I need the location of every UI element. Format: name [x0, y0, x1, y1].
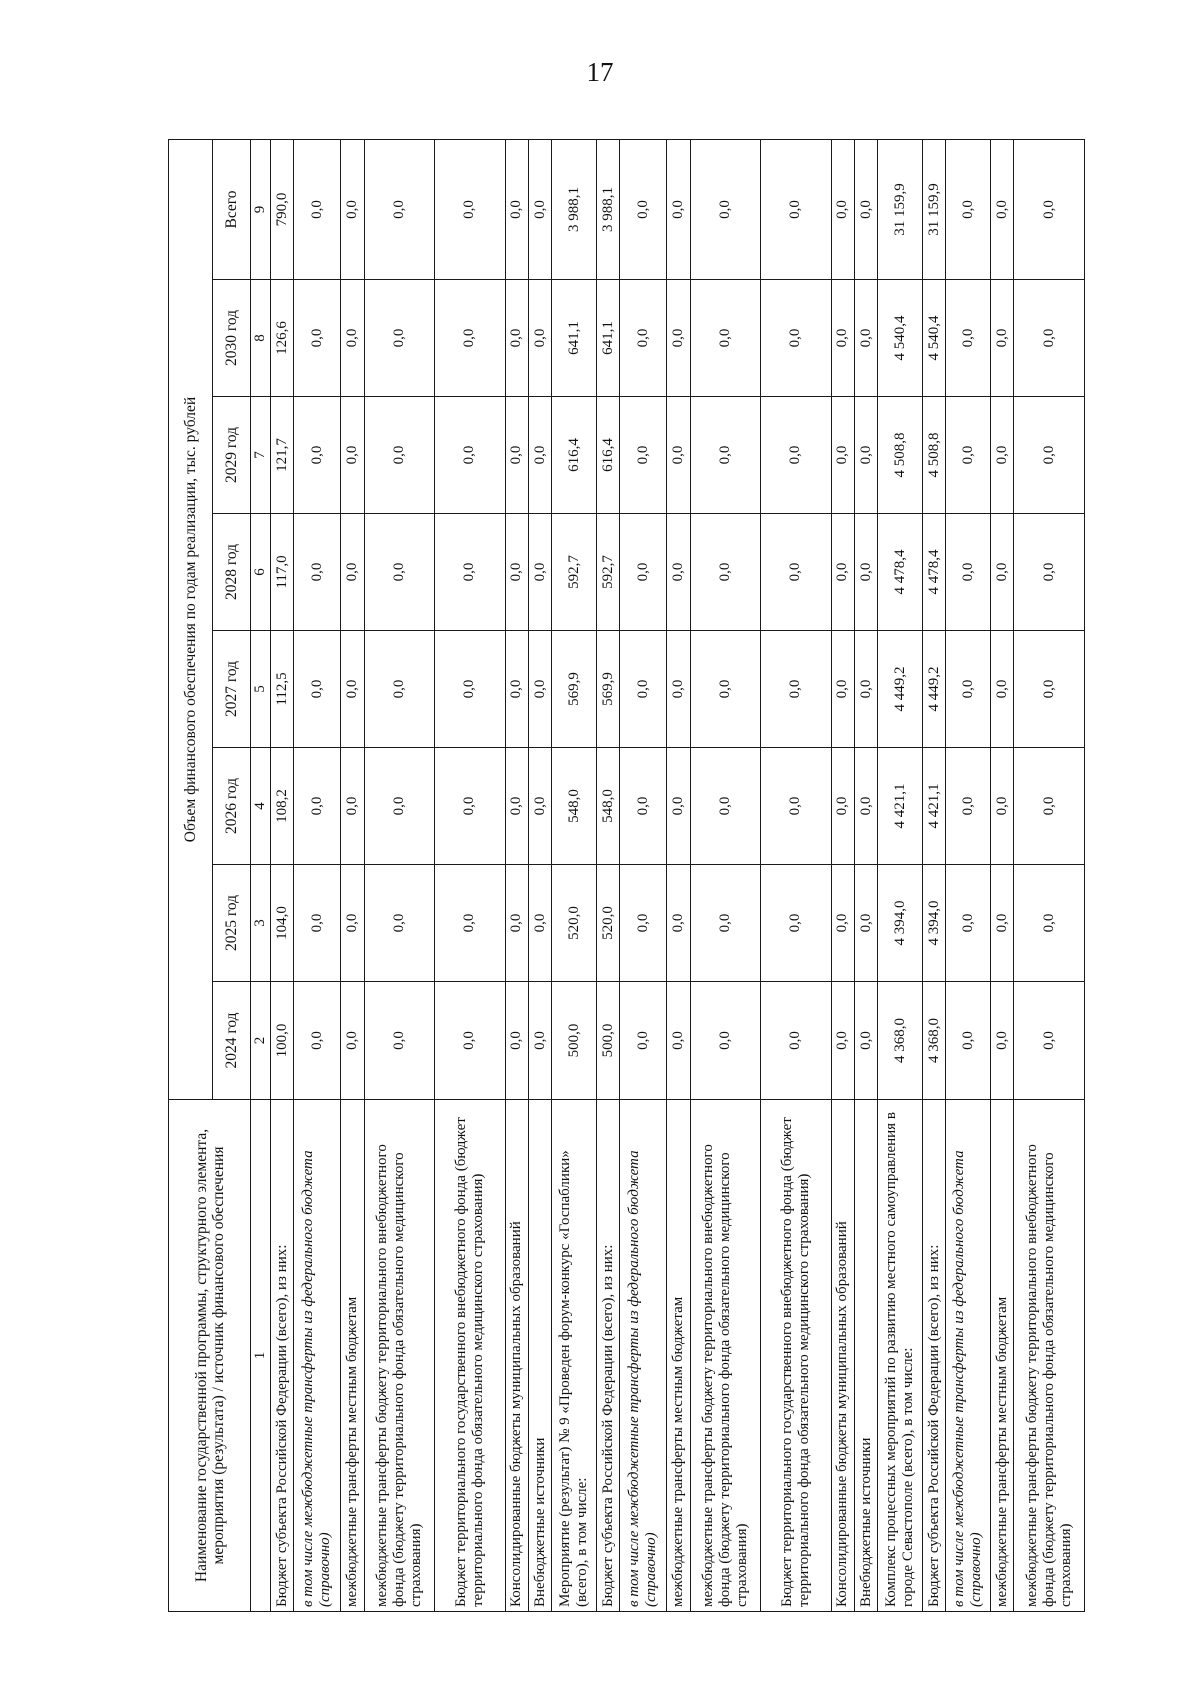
value-cell: 0,0	[294, 631, 341, 748]
value-cell: 126,6	[271, 280, 294, 397]
value-cell: 0,0	[761, 748, 831, 865]
value-cell: 100,0	[271, 982, 294, 1100]
value-cell: 0,0	[505, 982, 528, 1100]
value-cell: 0,0	[620, 865, 667, 982]
table-row	[923, 140, 946, 1612]
value-cell: 0,0	[528, 982, 551, 1100]
total-cell: 3 988,1	[552, 140, 597, 280]
value-cell: 4 368,0	[878, 982, 923, 1100]
index-cell: 1	[251, 1100, 271, 1612]
value-cell: 0,0	[528, 514, 551, 631]
table-row	[690, 140, 760, 1612]
value-cell: 641,1	[597, 280, 620, 397]
value-cell: 0,0	[690, 280, 760, 397]
value-cell: 112,5	[271, 631, 294, 748]
value-cell: 4 540,4	[923, 280, 946, 397]
value-cell: 0,0	[364, 514, 434, 631]
value-cell: 0,0	[620, 514, 667, 631]
total-cell: 0,0	[528, 140, 551, 280]
value-cell: 0,0	[831, 865, 854, 982]
value-cell: 0,0	[690, 397, 760, 514]
row-label-text: межбюджетные трансферты местным бюджетам	[670, 1296, 687, 1607]
total-cell: 0,0	[831, 140, 854, 280]
index-cell: 9	[251, 140, 271, 280]
table-row	[552, 140, 597, 1612]
value-cell: 4 421,1	[923, 748, 946, 865]
value-cell: 0,0	[528, 748, 551, 865]
value-cell: 0,0	[620, 631, 667, 748]
total-cell: 0,0	[991, 140, 1014, 280]
value-cell: 500,0	[597, 982, 620, 1100]
value-cell: 0,0	[435, 982, 505, 1100]
table-row	[761, 140, 831, 1612]
table-row	[341, 140, 364, 1612]
value-cell: 0,0	[831, 748, 854, 865]
year-header: 2026 год	[213, 748, 251, 865]
row-label	[878, 1100, 923, 1612]
value-cell: 0,0	[946, 982, 991, 1100]
value-cell: 0,0	[1014, 748, 1085, 865]
year-header: 2027 год	[213, 631, 251, 748]
value-cell: 0,0	[761, 280, 831, 397]
table-row	[667, 140, 690, 1612]
value-cell: 0,0	[991, 397, 1014, 514]
value-cell: 569,9	[552, 631, 597, 748]
value-cell: 0,0	[364, 748, 434, 865]
row-label	[528, 1100, 551, 1612]
row-label	[667, 1100, 690, 1612]
value-cell: 4 421,1	[878, 748, 923, 865]
row-label	[552, 1100, 597, 1612]
total-cell: 0,0	[690, 140, 760, 280]
total-cell: 0,0	[620, 140, 667, 280]
index-cell: 8	[251, 280, 271, 397]
value-cell: 0,0	[854, 982, 877, 1100]
group-title-header: Объем финансового обеспечения по годам реализации, тыс. рублей	[169, 140, 213, 1100]
table-row	[364, 140, 434, 1612]
name-column-header: Наименование государственной программы, структурного элемента, мероприятия (результата) / источник финансового обеспечения	[169, 1100, 251, 1612]
value-cell: 0,0	[294, 748, 341, 865]
value-cell: 0,0	[435, 280, 505, 397]
value-cell: 0,0	[341, 865, 364, 982]
total-header: Всего	[213, 140, 251, 280]
value-cell: 0,0	[690, 631, 760, 748]
value-cell: 0,0	[620, 397, 667, 514]
year-header: 2028 год	[213, 514, 251, 631]
value-cell: 0,0	[991, 280, 1014, 397]
row-label	[364, 1100, 434, 1612]
value-cell: 0,0	[1014, 514, 1085, 631]
value-cell: 0,0	[667, 748, 690, 865]
value-cell: 0,0	[620, 982, 667, 1100]
table-row	[831, 140, 854, 1612]
value-cell: 0,0	[690, 748, 760, 865]
value-cell: 0,0	[690, 982, 760, 1100]
value-cell: 0,0	[341, 748, 364, 865]
total-cell: 0,0	[761, 140, 831, 280]
index-cell: 6	[251, 514, 271, 631]
row-label-text: Бюджет субъекта Российской Федерации (всего), из них:	[273, 1244, 290, 1607]
value-cell: 0,0	[294, 865, 341, 982]
value-cell: 592,7	[597, 514, 620, 631]
total-cell: 31 159,9	[923, 140, 946, 280]
row-label-text: Комплекс процессных мероприятий по развитию местного самоуправления в городе Севастополе (всего), в том числе:	[883, 1112, 917, 1607]
value-cell: 0,0	[505, 397, 528, 514]
header-row-1	[169, 140, 213, 1612]
value-cell: 569,9	[597, 631, 620, 748]
value-cell: 4 394,0	[878, 865, 923, 982]
value-cell: 0,0	[946, 748, 991, 865]
value-cell: 0,0	[364, 280, 434, 397]
value-cell: 121,7	[271, 397, 294, 514]
table-row	[620, 140, 667, 1612]
value-cell: 0,0	[1014, 397, 1085, 514]
row-label	[271, 1100, 294, 1612]
row-label-text: межбюджетные трансферты бюджету территориального внебюджетного фонда (бюджету территориального фонда обязательного медицинского страхования)	[373, 1144, 424, 1607]
value-cell: 592,7	[552, 514, 597, 631]
table-body	[271, 140, 1085, 1612]
value-cell: 0,0	[667, 865, 690, 982]
value-cell: 0,0	[667, 631, 690, 748]
row-label	[1014, 1100, 1085, 1612]
value-cell: 0,0	[854, 514, 877, 631]
value-cell: 4 449,2	[923, 631, 946, 748]
value-cell: 548,0	[597, 748, 620, 865]
value-cell: 0,0	[991, 631, 1014, 748]
row-label-text: межбюджетные трансферты бюджету территориального внебюджетного фонда (бюджету территориального фонда обязательного медицинского страхования)	[699, 1144, 750, 1607]
value-cell: 0,0	[505, 631, 528, 748]
index-cell: 3	[251, 865, 271, 982]
value-cell: 0,0	[294, 982, 341, 1100]
value-cell: 500,0	[552, 982, 597, 1100]
value-cell: 0,0	[528, 631, 551, 748]
index-row	[251, 140, 271, 1612]
value-cell: 4 394,0	[923, 865, 946, 982]
row-label-text: Внебюджетные источники	[857, 1437, 874, 1607]
total-cell: 0,0	[505, 140, 528, 280]
year-header: 2024 год	[213, 982, 251, 1100]
value-cell: 0,0	[505, 865, 528, 982]
index-cell: 4	[251, 748, 271, 865]
row-label-text: межбюджетные трансферты местным бюджетам	[344, 1296, 361, 1607]
value-cell: 0,0	[690, 865, 760, 982]
table-row	[505, 140, 528, 1612]
value-cell: 0,0	[1014, 982, 1085, 1100]
value-cell: 0,0	[364, 982, 434, 1100]
value-cell: 0,0	[364, 397, 434, 514]
value-cell: 0,0	[505, 748, 528, 865]
value-cell: 4 478,4	[923, 514, 946, 631]
row-label	[294, 1100, 341, 1612]
row-label-text: Внебюджетные источники	[531, 1437, 548, 1607]
value-cell: 0,0	[761, 865, 831, 982]
value-cell: 4 478,4	[878, 514, 923, 631]
index-cell: 2	[251, 982, 271, 1100]
row-label-text: межбюджетные трансферты местным бюджетам	[993, 1296, 1010, 1607]
value-cell: 0,0	[761, 514, 831, 631]
row-label	[854, 1100, 877, 1612]
row-label	[505, 1100, 528, 1612]
row-label	[946, 1100, 991, 1612]
value-cell: 4 368,0	[923, 982, 946, 1100]
value-cell: 4 540,4	[878, 280, 923, 397]
value-cell: 520,0	[597, 865, 620, 982]
row-label	[761, 1100, 831, 1612]
row-label	[620, 1100, 667, 1612]
value-cell: 641,1	[552, 280, 597, 397]
table-row	[991, 140, 1014, 1612]
row-label	[597, 1100, 620, 1612]
value-cell: 520,0	[552, 865, 597, 982]
row-label-text: в том числе межбюджетные трансферты из федерального бюджета (справочно)	[300, 1150, 334, 1607]
row-label-text: Консолидированные бюджеты муниципальных образований	[834, 1221, 851, 1607]
row-label-text: в том числе межбюджетные трансферты из федерального бюджета (справочно)	[626, 1150, 660, 1607]
value-cell: 0,0	[341, 397, 364, 514]
value-cell: 0,0	[667, 514, 690, 631]
value-cell: 0,0	[1014, 280, 1085, 397]
value-cell: 0,0	[831, 982, 854, 1100]
year-header: 2030 год	[213, 280, 251, 397]
value-cell: 0,0	[620, 280, 667, 397]
value-cell: 0,0	[854, 748, 877, 865]
value-cell: 4 508,8	[923, 397, 946, 514]
value-cell: 0,0	[528, 397, 551, 514]
value-cell: 0,0	[435, 865, 505, 982]
value-cell: 0,0	[854, 865, 877, 982]
value-cell: 0,0	[991, 982, 1014, 1100]
value-cell: 0,0	[435, 397, 505, 514]
value-cell: 0,0	[991, 748, 1014, 865]
value-cell: 4 449,2	[878, 631, 923, 748]
value-cell: 0,0	[667, 982, 690, 1100]
value-cell: 0,0	[435, 631, 505, 748]
table-row	[878, 140, 923, 1612]
value-cell: 108,2	[271, 748, 294, 865]
value-cell: 0,0	[946, 514, 991, 631]
value-cell: 0,0	[364, 631, 434, 748]
total-cell: 0,0	[667, 140, 690, 280]
value-cell: 4 508,8	[878, 397, 923, 514]
row-label-text: Бюджет субъекта Российской Федерации (всего), из них:	[599, 1244, 616, 1607]
row-label-text: Бюджет субъекта Российской Федерации (всего), из них:	[925, 1244, 942, 1607]
table-row	[271, 140, 294, 1612]
value-cell: 0,0	[690, 514, 760, 631]
total-cell: 0,0	[294, 140, 341, 280]
row-label-text: Мероприятие (результат) № 9 «Проведен форум-конкурс «Госпаблики» (всего), в том числе:	[557, 1150, 591, 1607]
page-number: 17	[586, 57, 614, 87]
table-row	[946, 140, 991, 1612]
index-cell: 7	[251, 397, 271, 514]
value-cell: 616,4	[552, 397, 597, 514]
value-cell: 0,0	[294, 514, 341, 631]
value-cell: 0,0	[341, 631, 364, 748]
total-cell: 0,0	[435, 140, 505, 280]
total-cell: 3 988,1	[597, 140, 620, 280]
value-cell: 0,0	[831, 397, 854, 514]
value-cell: 0,0	[435, 514, 505, 631]
value-cell: 0,0	[528, 280, 551, 397]
value-cell: 0,0	[667, 280, 690, 397]
value-cell: 0,0	[341, 982, 364, 1100]
year-header: 2025 год	[213, 865, 251, 982]
value-cell: 0,0	[364, 865, 434, 982]
value-cell: 0,0	[854, 397, 877, 514]
total-cell: 31 159,9	[878, 140, 923, 280]
table-row	[1014, 140, 1085, 1612]
table-row	[435, 140, 505, 1612]
row-label	[341, 1100, 364, 1612]
table-row	[597, 140, 620, 1612]
row-label-text: Консолидированные бюджеты муниципальных образований	[508, 1221, 525, 1607]
value-cell: 0,0	[505, 514, 528, 631]
value-cell: 0,0	[1014, 865, 1085, 982]
table-row	[854, 140, 877, 1612]
value-cell: 104,0	[271, 865, 294, 982]
value-cell: 0,0	[854, 280, 877, 397]
value-cell: 0,0	[620, 748, 667, 865]
year-header: 2029 год	[213, 397, 251, 514]
total-cell: 0,0	[854, 140, 877, 280]
value-cell: 0,0	[831, 280, 854, 397]
index-cell: 5	[251, 631, 271, 748]
value-cell: 0,0	[341, 514, 364, 631]
value-cell: 0,0	[341, 280, 364, 397]
total-cell: 0,0	[1014, 140, 1085, 280]
value-cell: 0,0	[294, 397, 341, 514]
rotated-table-container	[168, 140, 1085, 1612]
value-cell: 117,0	[271, 514, 294, 631]
value-cell: 0,0	[946, 280, 991, 397]
value-cell: 0,0	[435, 748, 505, 865]
value-cell: 0,0	[946, 397, 991, 514]
value-cell: 0,0	[831, 631, 854, 748]
value-cell: 0,0	[946, 631, 991, 748]
row-label-text: Бюджет территориального государственного внебюджетного фонда (бюджет территориального фонда обязательного медицинского страхования)	[452, 1117, 486, 1607]
row-label-text: Бюджет территориального государственного внебюджетного фонда (бюджет территориального фонда обязательного медицинского страхования)	[778, 1117, 812, 1607]
value-cell: 0,0	[761, 982, 831, 1100]
value-cell: 0,0	[854, 631, 877, 748]
value-cell: 0,0	[831, 514, 854, 631]
value-cell: 0,0	[528, 865, 551, 982]
value-cell: 0,0	[946, 865, 991, 982]
value-cell: 0,0	[294, 280, 341, 397]
row-label	[435, 1100, 505, 1612]
row-label	[831, 1100, 854, 1612]
value-cell: 0,0	[991, 514, 1014, 631]
financing-table	[168, 139, 1085, 1612]
table-row	[294, 140, 341, 1612]
total-cell: 0,0	[341, 140, 364, 280]
value-cell: 0,0	[505, 280, 528, 397]
table-row	[528, 140, 551, 1612]
value-cell: 0,0	[761, 397, 831, 514]
value-cell: 616,4	[597, 397, 620, 514]
value-cell: 0,0	[991, 865, 1014, 982]
row-label-text: межбюджетные трансферты бюджету территориального внебюджетного фонда (бюджету территориального фонда обязательного медицинского страхования)	[1023, 1144, 1074, 1607]
row-label	[923, 1100, 946, 1612]
total-cell: 0,0	[946, 140, 991, 280]
value-cell: 0,0	[1014, 631, 1085, 748]
total-cell: 790,0	[271, 140, 294, 280]
total-cell: 0,0	[364, 140, 434, 280]
row-label-text: в том числе межбюджетные трансферты из федерального бюджета (справочно)	[951, 1150, 985, 1607]
value-cell: 0,0	[761, 631, 831, 748]
row-label	[991, 1100, 1014, 1612]
value-cell: 548,0	[552, 748, 597, 865]
value-cell: 0,0	[667, 397, 690, 514]
row-label	[690, 1100, 760, 1612]
